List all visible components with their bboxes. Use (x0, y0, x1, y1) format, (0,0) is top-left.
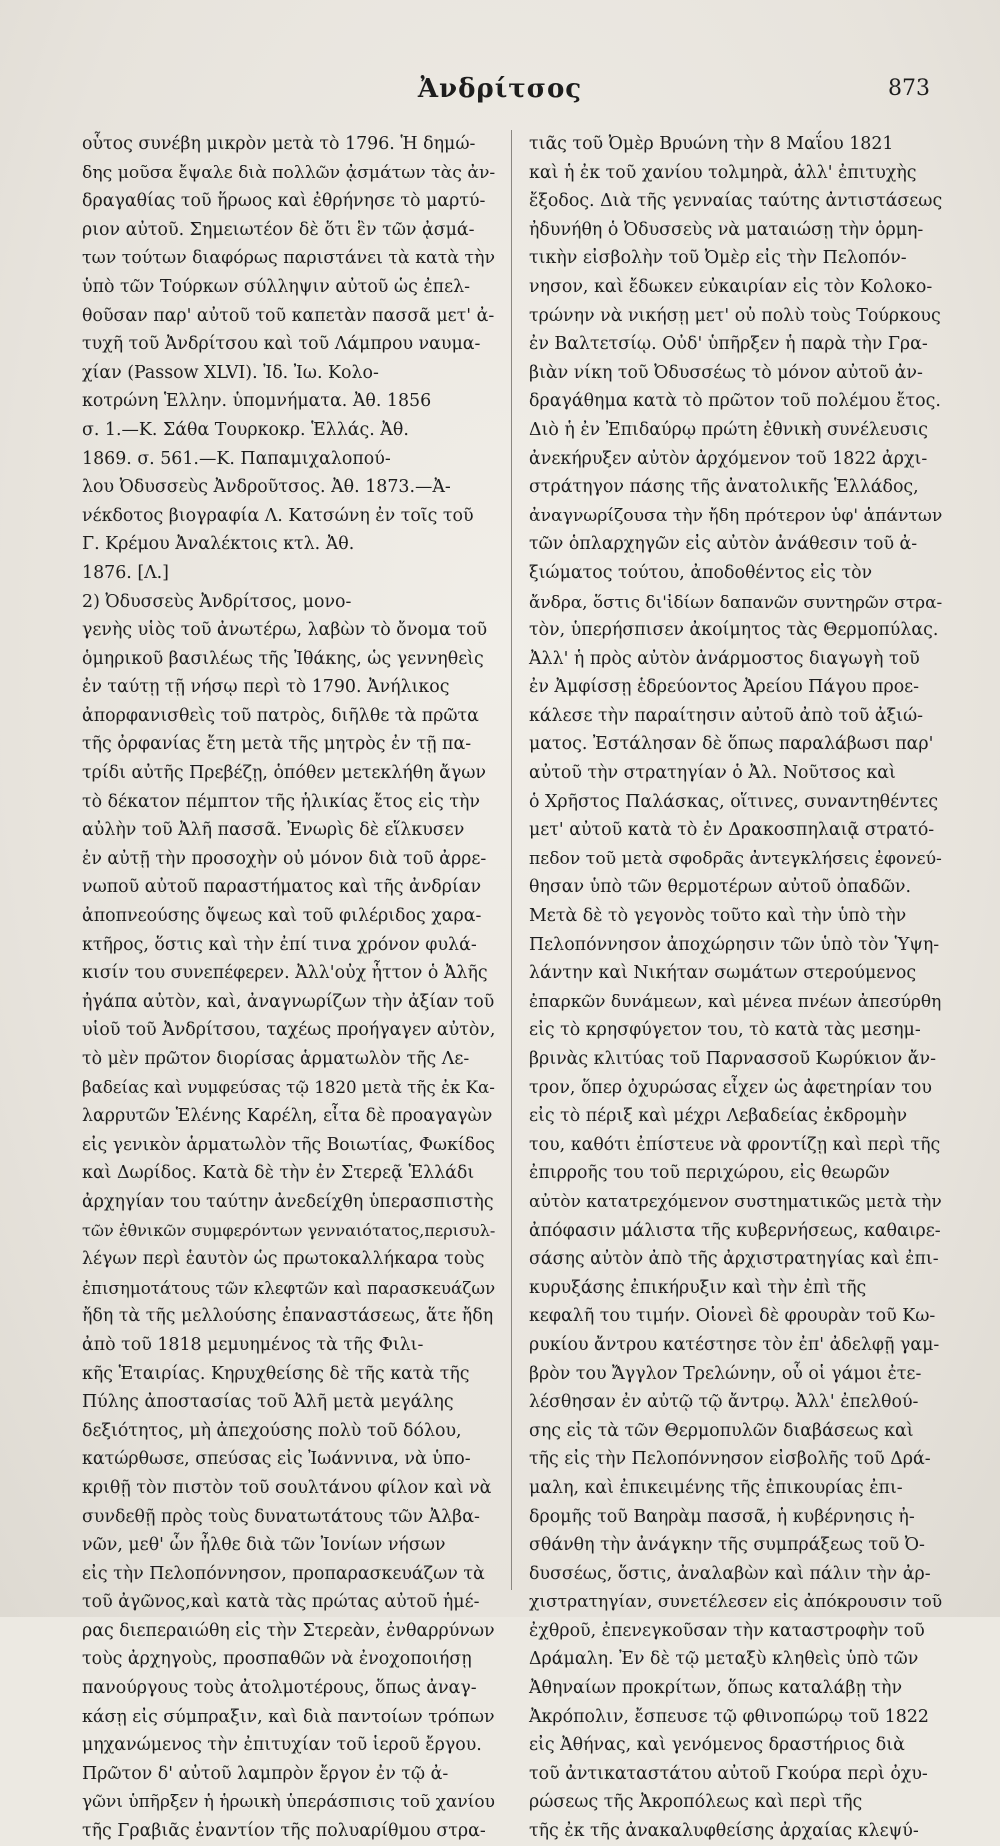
text-line: ἐχθροῦ, ἐπενεγκοῦσαν τὴν καταστροφὴν τοῦ (529, 1620, 925, 1641)
text-line: ἤδη τὰ τῆς μελλούσης ἐπαναστάσεως, ἅτε ἤδη (82, 1306, 494, 1327)
text-line: μαλη, καὶ ἐπικειμένης τῆς ἐπικουρίας ἐπι- (529, 1477, 903, 1498)
text-line: τῆς εἰς τὴν Πελοπόννησον εἰσβολῆς τοῦ Δρά- (529, 1449, 931, 1470)
text-line: τῆς ὀρφανίας ἔτη μετὰ τῆς μητρὸς ἐν τῇ πα- (82, 734, 472, 755)
text-line: ἐπισημοτάτους τῶν κλεφτῶν καὶ παρασκευάζων (82, 1277, 496, 1298)
text-line: Ἀκρόπολιν, ἔσπευσε τῷ φθινοπώρῳ τοῦ 1822 (529, 1706, 929, 1727)
text-line: τοῦ ἀντικαταστάτου αὐτοῦ Γκούρα περὶ ὀχυ- (529, 1763, 928, 1784)
text-line: ἐν αὐτῇ τὴν προσοχὴν οὐ μόνον διὰ τοῦ ἀρρε- (82, 848, 487, 869)
text-line: ἠδυνήθη ὁ Ὀδυσσεὺς νὰ ματαιώσῃ τὴν ὁρμη- (529, 219, 924, 240)
text-line: βρινὰς κλιτύας τοῦ Παρνασσοῦ Κωρύκιον ἄν- (529, 1049, 936, 1069)
text-line: ἀναγνωρίζουσα τὴν ἤδη πρότερον ὑφ' ἁπάντων (529, 505, 943, 526)
text-line: κισίν του συνεπέφερεν. Ἀλλ'οὐχ ἧττον ὁ Ἀλῆς (82, 963, 488, 984)
text-line: τὸν, ὑπερήσπισεν ἀκοίμητος τὰς Θερμοπύλας. (529, 620, 939, 641)
text-line: αὐλὴν τοῦ Ἀλῆ πασσᾶ. Ἐνωρὶς δὲ εἵλκυσεν (82, 820, 465, 841)
text-line: ἀρχηγίαν του ταύτην ἀνεδείχθη ὑπερασπιστὴς (82, 1191, 494, 1212)
text-line: τῶν ὁπλαρχηγῶν εἰς αὐτὸν ἀνάθεσιν τοῦ ἀ- (529, 534, 918, 555)
text-line: ὑπὸ τῶν Τούρκων σύλληψιν αὐτοῦ ὡς ἐπελ- (82, 276, 471, 297)
text-line: συνδεθῇ πρὸς τοὺς δυνατωτάτους τῶν Ἀλβα- (82, 1506, 480, 1527)
text-line: ρυκίου ἄντρου κατέστησε τὸν ἐπ' ἀδελφῇ γαμ- (529, 1334, 940, 1355)
text-line: ἀπὸ τοῦ 1818 μεμυημένος τὰ τῆς Φιλι- (82, 1334, 424, 1355)
text-line: κῆς Ἑταιρίας. Κηρυχθείσης δὲ τῆς κατὰ τῆς (82, 1363, 470, 1384)
text-line: ἐπαρκῶν δυνάμεων, καὶ μένεα πνέων ἀπεσύρθη (529, 991, 942, 1012)
text-line: τῶν ἐθνικῶν συμφερόντων γενναιότατος,περισυλ- (82, 1220, 496, 1240)
text-line: γῶνι ὑπῆρξεν ἡ ἡρωικὴ ὑπεράσπισις τοῦ χανίου (82, 1792, 495, 1813)
text-line: ξιώματος τούτου, ἀποδοθέντος εἰς τὸν (529, 562, 873, 583)
text-line: ματος. Ἐστάλησαν δὲ ὅπως παραλάβωσι παρ' (529, 734, 934, 755)
text-line: σθάνθη τὴν ἀνάγκην τῆς συμπράξεως τοῦ Ὀ- (529, 1535, 925, 1556)
text-line: θησαν ὑπὸ τῶν θερμοτέρων αὐτοῦ ὀπαδῶν. (529, 877, 912, 898)
text-line: Ἀλλ' ἡ πρὸς αὐτὸν ἀνάρμοστος διαγωγὴ τοῦ (529, 648, 920, 669)
text-line: σάσης αὐτὸν ἀπὸ τῆς ἀρχιστρατηγίας καὶ ἐπι- (529, 1249, 939, 1270)
text-line: ἀπόφασιν μάλιστα τῆς κυβερνήσεως, καθαιρε- (529, 1220, 941, 1241)
text-line: τικὴν εἰσβολὴν τοῦ Ὀμὲρ εἰς τὴν Πελοπόν- (529, 248, 907, 269)
column-divider (511, 130, 512, 1590)
text-line: δης μοῦσα ἔψαλε διὰ πολλῶν ᾀσμάτων τὰς ἀν- (82, 162, 496, 183)
text-line: σης εἰς τὰ τῶν Θερμοπυλῶν διαβάσεως καὶ (529, 1420, 914, 1441)
text-line: ἀνεκήρυξεν αὐτὸν ἀρχόμενον τοῦ 1822 ἀρχι- (529, 448, 928, 469)
text-line: νωποῦ αὐτοῦ παραστήματος καὶ τῆς ἀνδρίαν (82, 877, 482, 898)
text-line: καὶ Δωρίδος. Κατὰ δὲ τὴν ἐν Στερεᾷ Ἑλλάδι (82, 1163, 475, 1184)
text-line: τρώνην νὰ νικήσῃ μετ' οὐ πολὺ τοὺς Τούρκους (529, 305, 941, 326)
text-line: ὁμηρικοῦ βασιλέως τῆς Ἰθάκης, ὡς γεννηθεὶς (82, 648, 484, 669)
text-line: πανούργους τοὺς ἀτολμοτέρους, ὅπως ἀναγ- (82, 1678, 477, 1699)
text-line: βαδείας καὶ νυμφεύσας τῷ 1820 μετὰ τῆς ἐκ Κα- (82, 1077, 495, 1097)
text-line: λέσθησαν ἐν αὐτῷ τῷ ἄντρῳ. Ἀλλ' ἐπελθού- (529, 1392, 919, 1413)
text-line: βρὸν του Ἄγγλον Τρελώνην, οὗ οἱ γάμοι ἐτε- (529, 1363, 922, 1384)
running-head: Ἀνδρίτσος (417, 74, 583, 104)
page-header (70, 74, 930, 114)
text-line: λαρρυτῶν Ἑλένης Καρέλη, εἶτα δὲ προαγαγὼν (82, 1106, 493, 1127)
right-column (529, 130, 943, 1842)
text-line: δραγάθημα κατὰ τὸ πρῶτον τοῦ πολέμου ἔτος. (529, 391, 941, 412)
page-number: 873 (888, 76, 930, 101)
text-line: αὐτὸν κατατρεχόμενον συστηματικῶς μετὰ τὴν (529, 1191, 942, 1212)
text-line: Πύλης ἀποστασίας τοῦ Ἀλῆ μετὰ μεγάλης (82, 1392, 454, 1413)
text-line: μηχανώμενος τὴν ἐπιτυχίαν τοῦ ἱεροῦ ἔργου. (82, 1735, 482, 1756)
text-line: τρον, ὅπερ ὀχυρώσας εἶχεν ὡς ἀφετηρίαν του (529, 1077, 932, 1098)
text-line: των τούτων διαφόρως παριστάνει τὰ κατὰ τὴν (82, 248, 496, 269)
text-line: ἄνδρα, ὅστις δι'ἰδίων δαπανῶν συντηρῶν στρα- (529, 591, 943, 612)
text-line: 1876. [Λ.] (82, 562, 169, 583)
text-line: τὸ μὲν πρῶτον διορίσας ἁρματωλὸν τῆς Λε- (82, 1049, 470, 1069)
text-line: ριον αὐτοῦ. Σημειωτέον δὲ ὅτι ἓν τῶν ᾀσμά- (82, 219, 475, 240)
text-line: νέκδοτος βιογραφία Λ. Κατσώνη ἐν τοῖς τοῦ (82, 505, 474, 526)
text-line: ἠγάπα αὐτὸν, καὶ, ἀναγνωρίζων τὴν ἀξίαν τοῦ (82, 991, 495, 1012)
text-line: κτῆρος, ὅστις καὶ τὴν ἐπί τινα χρόνον φυλά- (82, 934, 477, 955)
text-line: Πελοπόννησον ἀποχώρησιν τῶν ὑπὸ τὸν Ὑψη- (529, 934, 940, 955)
text-line: ἀπορφανισθεὶς τοῦ πατρὸς, διῆλθε τὰ πρῶτα (82, 705, 479, 726)
text-line: υἱοῦ τοῦ Ἀνδρίτσου, ταχέως προήγαγεν αὐτὸν, (82, 1020, 496, 1041)
text-line: κοτρώνη Ἑλλην. ὑπομνήματα. Ἀθ. 1856 (82, 391, 432, 412)
text-line: καὶ ἡ ἐκ τοῦ χανίου τολμηρὰ, ἀλλ' ἐπιτυχὴς (529, 162, 917, 183)
text-line: κάσῃ εἰς σύμπραξιν, καὶ διὰ παντοίων τρόπων (82, 1706, 495, 1727)
text-line: δρομῆς τοῦ Βαηρὰμ πασσᾶ, ἡ κυβέρνησις ἠ- (529, 1506, 915, 1527)
text-line: θοῦσαν παρ' αὐτοῦ τοῦ καπετὰν πασσᾶ μετ' ἀ- (82, 305, 495, 326)
text-line: του, καθότι ἐπίστευε νὰ φροντίζῃ καὶ περὶ τῆς (529, 1134, 941, 1155)
text-line: μετ' αὐτοῦ κατὰ τὸ ἐν Δρακοσπηλαιᾷ στρατό- (529, 820, 935, 841)
text-line: τιᾶς τοῦ Ὀμὲρ Βρυώνη τὴν 8 Μαΐου 1821 (529, 134, 894, 154)
text-line: εἰς τὸ πέριξ καὶ μέχρι Λεβαδείας ἐκδρομὴν (529, 1106, 908, 1127)
text-line: τοῦ ἀγῶνος,καὶ κατὰ τὰς πρώτας αὐτοῦ ἡμέ- (82, 1592, 480, 1613)
text-line: τρίδι αὐτῆς Πρεβέζῃ, ὁπόθεν μετεκλήθη ἄγων (82, 763, 486, 784)
text-line: κυρυξάσης ἐπικήρυξιν καὶ τὴν ἐπὶ τῆς (529, 1277, 867, 1298)
text-line: ρας διεπεραιώθη εἰς τὴν Στερεὰν, ἐνθαρρύνων (82, 1620, 495, 1641)
text-line: κάλεσε τὴν παραίτησιν αὐτοῦ ἀπὸ τοῦ ἀξιώ- (529, 705, 924, 726)
text-line: αὐτοῦ τὴν στρατηγίαν ὁ Ἀλ. Νοῦτσος καὶ (529, 763, 896, 784)
text-line: τῆς Γραβιᾶς ἐναντίον τῆς πολυαρίθμου στρα- (82, 1821, 486, 1842)
text-line: Πρῶτον δ' αὐτοῦ λαμπρὸν ἔργον ἐν τῷ ἀ- (82, 1763, 449, 1784)
text-line: δεξιότητος, μὴ ἀπεχούσης πολὺ τοῦ δόλου, (82, 1420, 462, 1441)
text-line: ρώσεως τῆς Ἀκροπόλεως καὶ περὶ τῆς (529, 1792, 863, 1813)
text-line: Διὸ ἡ ἐν Ἐπιδαύρῳ πρώτη ἐθνικὴ συνέλευσις (529, 419, 929, 440)
text-line: ἀποπνεούσης ὄψεως καὶ τοῦ φιλέριδος χαρα- (82, 906, 482, 927)
text-line: Μετὰ δὲ τὸ γεγονὸς τοῦτο καὶ τὴν ὑπὸ τὴν (529, 906, 907, 927)
text-line: εἰς γενικὸν ἁρματωλὸν τῆς Βοιωτίας, Φωκίδος (82, 1134, 495, 1155)
text-line: τυχῆ τοῦ Ἀνδρίτσου καὶ τοῦ Λάμπρου ναυμα- (82, 334, 481, 355)
text-line: κεφαλῆ του τιμήν. Οἱονεὶ δὲ φρουρὰν τοῦ Κω- (529, 1306, 936, 1327)
text-line: νησον, καὶ ἔδωκεν εὐκαιρίαν εἰς τὸν Κολοκο- (529, 276, 933, 297)
text-line: λάντην καὶ Νικήταν σωμάτων στερούμενος (529, 963, 917, 984)
text-line: Γ. Κρέμου Ἀναλέκτοις κτλ. Ἀθ. (82, 534, 355, 555)
text-line: γενὴς υἱὸς τοῦ ἀνωτέρω, λαβὼν τὸ ὄνομα τοῦ (82, 620, 488, 641)
text-line: εἰς Ἀθήνας, καὶ γενόμενος δραστήριος διὰ (529, 1735, 905, 1756)
text-line: ἐπιρροῆς του τοῦ περιχώρου, εἰς θεωρῶν (529, 1163, 890, 1184)
text-line: κατώρθωσε, σπεύσας εἰς Ἰωάννινα, νὰ ὑπο- (82, 1449, 471, 1470)
text-line: Δράμαλη. Ἐν δὲ τῷ μεταξὺ κληθεὶς ὑπὸ τῶν (529, 1649, 919, 1670)
text-line: στράτηγον πάσης τῆς ἀνατολικῆς Ἑλλάδος, (529, 477, 919, 498)
text-line: εἰς τὴν Πελοπόννησον, προπαρασκευάζων τὰ (82, 1563, 485, 1584)
text-line: κριθῇ τὸν πιστὸν τοῦ σουλτάνου φίλον καὶ νὰ (82, 1477, 492, 1498)
text-columns (82, 130, 943, 1842)
text-line: πεδον τοῦ μετὰ σφοδρᾶς ἀντεγκλήσεις ἐφονεύ- (529, 848, 942, 869)
text-line: ἐν Βαλτετσίῳ. Οὐδ' ὑπῆρξεν ἡ παρὰ τὴν Γρα- (529, 334, 928, 355)
text-line: ἐν Ἀμφίσσῃ ἑδρεύοντος Ἀρείου Πάγου προε- (529, 677, 920, 698)
text-line: λέγων περὶ ἑαυτὸν ὡς πρωτοκαλλήκαρα τοὺς (82, 1249, 485, 1270)
text-line: χιστρατηγίαν, συνετέλεσεν εἰς ἀπόκρουσιν τοῦ (529, 1592, 943, 1613)
text-line: βιὰν νίκη τοῦ Ὀδυσσέως τὸ μόνον αὐτοῦ ἀν- (529, 362, 923, 383)
text-line: τῆς ἐκ τῆς ἀνακαλυφθείσης ἀρχαίας κλεψύ- (529, 1821, 919, 1842)
text-line: τοὺς ἀρχηγοὺς, προσπαθῶν νὰ ἐνοχοποιήσῃ (82, 1649, 472, 1670)
text-line: 2) Ὀδυσσεὺς Ἀνδρίτσος, μονο- (82, 591, 352, 612)
text-line: δυσσέως, ὅστις, ἀναλαβὼν καὶ πάλιν τὴν ἀρ- (529, 1563, 931, 1584)
text-line: τὸ δέκατον πέμπτον τῆς ἡλικίας ἔτος εἰς τὴν (82, 791, 480, 812)
text-line: ὁ Χρῆστος Παλάσκας, οἵτινες, συναντηθέντες (529, 791, 939, 812)
text-line: λου Ὀδυσσεὺς Ἀνδροῦτσος. Ἀθ. 1873.—Ἀ- (82, 477, 451, 498)
text-line: σ. 1.—Κ. Σάθα Τουρκοκρ. Ἑλλάς. Ἀθ. (82, 419, 409, 440)
text-line: οὗτος συνέβη μικρὸν μετὰ τὸ 1796. Ἡ δημώ- (82, 134, 476, 154)
text-line: νῶν, μεθ' ὧν ἦλθε διὰ τῶν Ἰονίων νήσων (82, 1535, 446, 1556)
text-line: Ἀθηναίων προκρίτων, ὅπως καταλάβῃ τὴν (529, 1678, 903, 1699)
text-line: δραγαθίας τοῦ ἥρωος καὶ ἐθρήνησε τὸ μαρτύ- (82, 191, 486, 212)
text-line: εἰς τὸ κρησφύγετον του, τὸ κατὰ τὰς μεσημ- (529, 1020, 921, 1041)
text-line: 1869. σ. 561.—Κ. Παπαμιχαλοπού- (82, 448, 391, 469)
text-line: ἐν ταύτῃ τῇ νήσῳ περὶ τὸ 1790. Ἀνήλικος (82, 677, 450, 698)
left-column (82, 130, 496, 1842)
text-line: χίαν (Passow XLVI). Ἰδ. Ἰω. Κολο- (82, 362, 379, 383)
text-line: ἔξοδος. Διὰ τῆς γενναίας ταύτης ἀντιστάσεως (529, 191, 943, 212)
